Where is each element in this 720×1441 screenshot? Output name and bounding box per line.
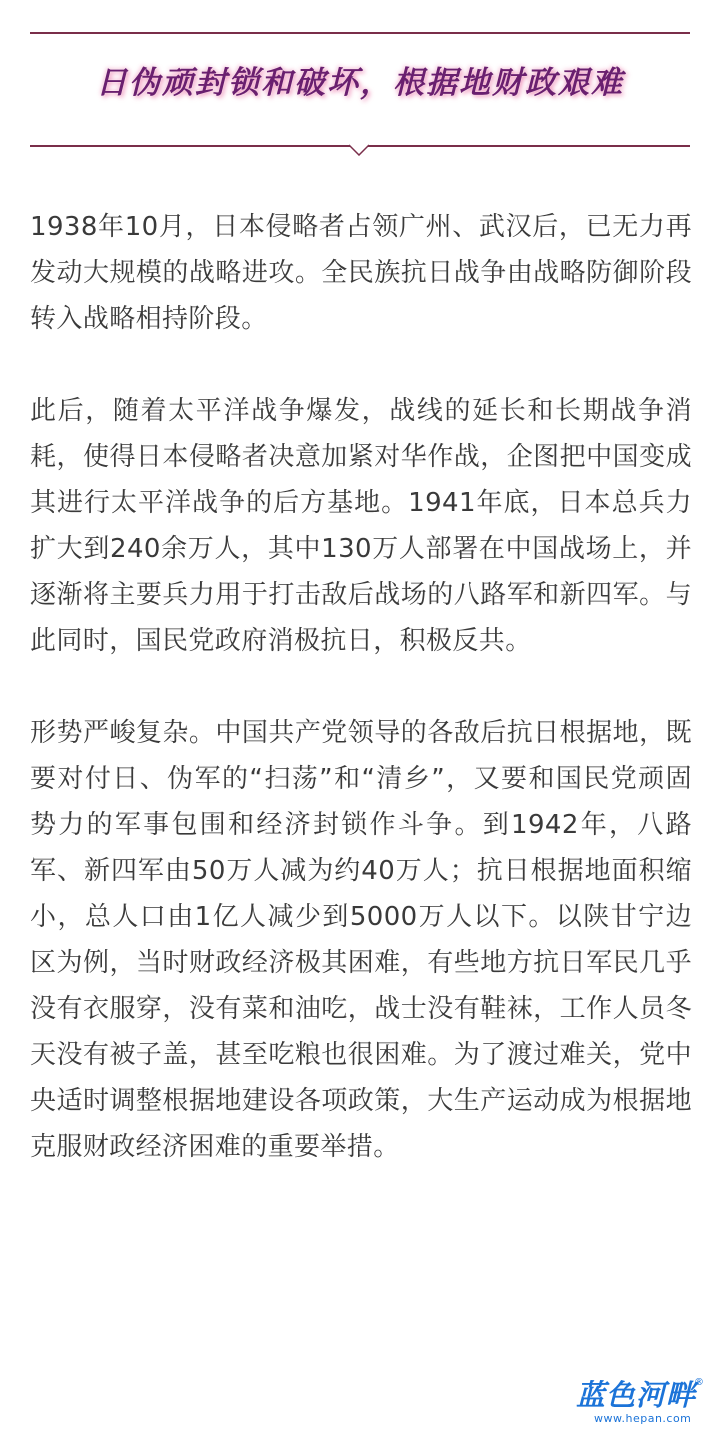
- watermark-brand: 蓝色河畔: [576, 1378, 697, 1412]
- section-header: [30, 32, 690, 152]
- paragraph-1: 1938年10月，日本侵略者占领广州、武汉后，已无力再发动大规模的战略进攻。全民族抗日战争由战略防御阶段转入战略相持阶段。: [30, 212, 692, 334]
- section-title: 日伪顽封锁和破坏，根据地财政艰难: [96, 65, 624, 101]
- header-notch-icon: [349, 144, 369, 156]
- header-top-rule: [30, 32, 690, 34]
- paragraph-2: 此后，随着太平洋战争爆发，战线的延长和长期战争消耗，使得日本侵略者决意加紧对华作战，企图把中国变成其进行太平洋战争的后方基地。1941年底，日本总兵力扩大到240余万人，其中130万人部署在中国战场上，并逐渐将主要兵力用于打击敌后战场的八路军和新四军。与此同时，国民党政府消极抗日，积极反共。: [30, 396, 692, 656]
- registered-mark-icon: ®: [694, 1377, 704, 1388]
- watermark-url: www.hepan.com: [594, 1412, 692, 1425]
- article-body: [30, 204, 692, 1216]
- watermark-logo: [572, 1378, 708, 1430]
- paragraph-3: 形势严峻复杂。中国共产党领导的各敌后抗日根据地，既要对付日、伪军的“扫荡”和“清乡”，又要和国民党顽固势力的军事包围和经济封锁作斗争。到1942年，八路军、新四军由50万人减为约40万人；抗日根据地面积缩小，总人口由1亿人减少到5000万人以下。以陕甘宁边区为例，当时财政经济极其困难，有些地方抗日军民几乎没有衣服穿，没有菜和油吃，战士没有鞋袜，工作人员冬天没有被子盖，甚至吃粮也很困难。为了渡过难关，党中央适时调整根据地建设各项政策，大生产运动成为根据地克服财政经济困难的重要举措。: [30, 718, 692, 1162]
